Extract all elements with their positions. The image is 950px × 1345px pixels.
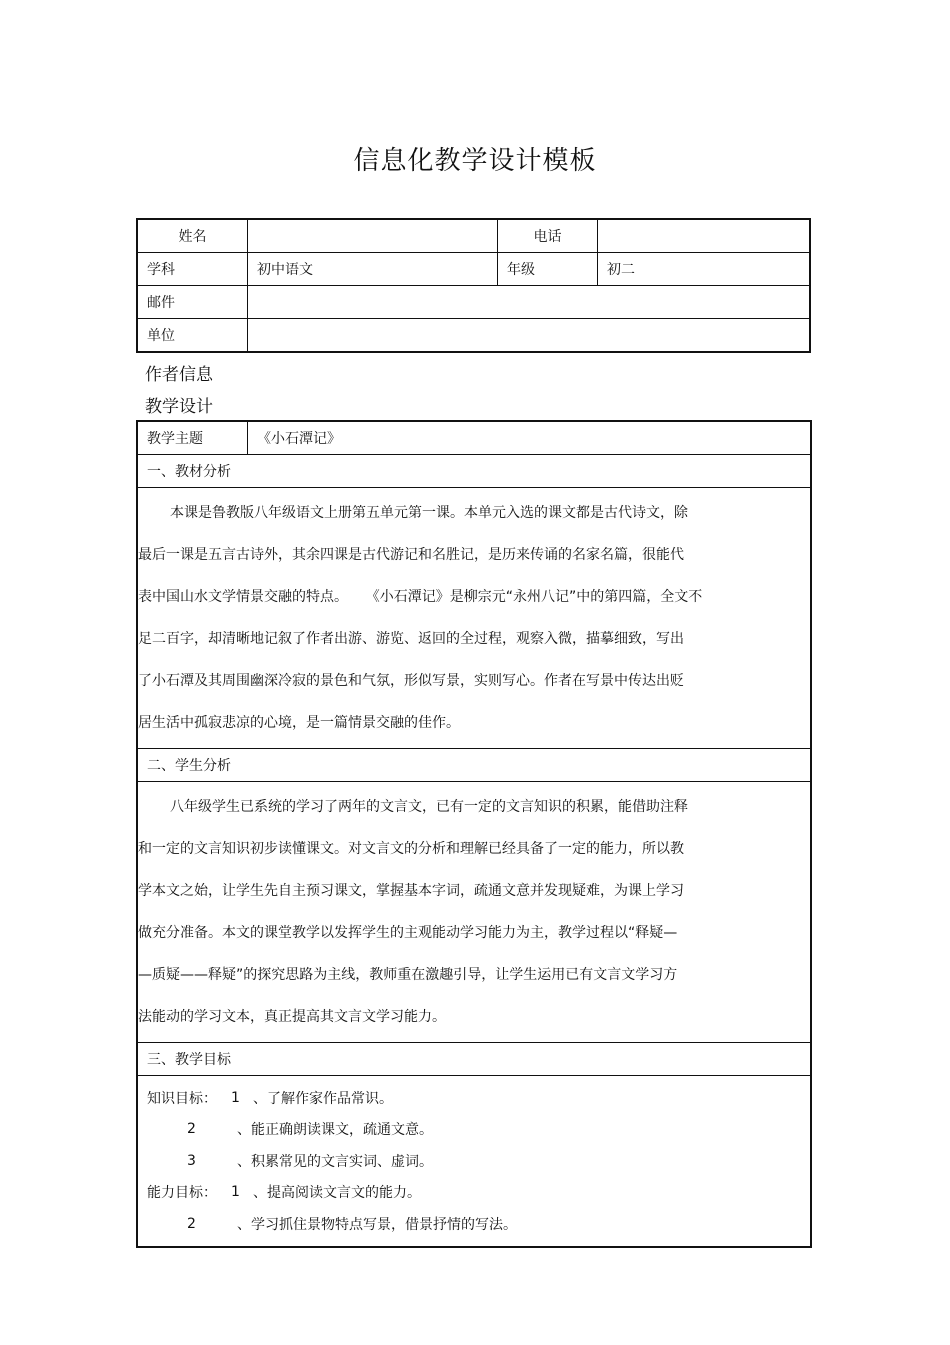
- name-label: 姓名: [137, 219, 248, 253]
- goal-number: 2: [187, 1121, 196, 1138]
- email-value: [248, 286, 811, 319]
- goal-item: [147, 1208, 810, 1240]
- section-header-textbook-analysis: 一、教材分析: [137, 455, 811, 488]
- topic-label: 教学主题: [137, 421, 248, 455]
- paragraph-line: 足二百字，却清晰地记叙了作者出游、游览、返回的全过程，观察入微，描摹细致，写出: [138, 631, 684, 647]
- teaching-goals-list: [137, 1076, 811, 1247]
- goal-text: 、了解作家作品常识。: [253, 1090, 393, 1107]
- student-analysis-text: [137, 782, 811, 1043]
- paragraph-line: 最后一课是五言古诗外，其余四课是古代游记和名胜记，是历来传诵的名家名篇，很能代: [138, 547, 684, 563]
- paragraph-line: 法能动的学习文本，真正提高其文言文学习能力。: [138, 1009, 446, 1025]
- goal-text: 、提高阅读文言文的能力。: [253, 1185, 421, 1202]
- ability-goal-label: 能力目标：: [147, 1185, 217, 1202]
- goal-text: 、能正确朗读课文，疏通文意。: [237, 1122, 433, 1139]
- name-value: [248, 219, 498, 253]
- paragraph-line: 了小石潭及其周围幽深冷寂的景色和气氛，形似写景，实则写心。作者在写景中传达出贬: [138, 673, 684, 689]
- unit-value: [248, 319, 811, 353]
- paragraph-line: 和一定的文言知识初步读懂课文。对文言文的分析和理解已经具备了一定的能力，所以教: [138, 841, 684, 857]
- goal-number: 2: [187, 1215, 196, 1232]
- goal-item: [147, 1145, 810, 1177]
- goal-item: [147, 1082, 810, 1114]
- topic-value: 《小石潭记》: [248, 421, 812, 455]
- paragraph-line: 八年级学生已系统的学习了两年的文言文，已有一定的文言知识的积累，能借助注释: [170, 799, 688, 815]
- teaching-design-heading: 教学设计: [145, 397, 213, 417]
- document-title: 信息化教学设计模板: [353, 146, 597, 176]
- teaching-design-table: [136, 420, 812, 1248]
- paragraph-line: 表中国山水文学情景交融的特点。 《小石潭记》是柳宗元“永州八记”中的第四篇，全文不: [138, 589, 703, 605]
- author-info-heading: 作者信息: [145, 365, 213, 385]
- goal-number: 1: [231, 1184, 240, 1201]
- phone-value: [598, 219, 811, 253]
- email-label: 邮件: [137, 286, 248, 319]
- author-info-table: [136, 218, 811, 353]
- subject-value: 初中语文: [248, 253, 498, 286]
- subject-label: 学科: [137, 253, 248, 286]
- paragraph-line: 学本文之始，让学生先自主预习课文，掌握基本字词，疏通文意并发现疑难，为课上学习: [138, 883, 684, 899]
- knowledge-goal-label: 知识目标：: [147, 1090, 217, 1107]
- unit-label: 单位: [137, 319, 248, 353]
- section-header-teaching-goals: 三、教学目标: [137, 1043, 811, 1076]
- paragraph-line: 居生活中孤寂悲凉的心境，是一篇情景交融的佳作。: [138, 715, 460, 731]
- phone-label: 电话: [498, 219, 598, 253]
- goal-number: 1: [231, 1089, 240, 1106]
- paragraph-line: —质疑——释疑”的探究思路为主线，教师重在激趣引导，让学生运用已有文言文学习方: [138, 967, 678, 983]
- textbook-analysis-text: [137, 488, 811, 749]
- goal-text: 、学习抓住景物特点写景，借景抒情的写法。: [237, 1216, 517, 1233]
- grade-label: 年级: [498, 253, 598, 286]
- paragraph-line: 本课是鲁教版八年级语文上册第五单元第一课。本单元入选的课文都是古代诗文，除: [170, 505, 688, 521]
- goal-item: [147, 1114, 810, 1146]
- section-header-student-analysis: 二、学生分析: [137, 749, 811, 782]
- goal-number: 3: [187, 1152, 196, 1169]
- goal-item: [147, 1177, 810, 1209]
- goal-text: 、积累常见的文言实词、虚词。: [237, 1153, 433, 1170]
- paragraph-line: 做充分准备。本文的课堂教学以发挥学生的主观能动学习能力为主，教学过程以“释疑—: [138, 925, 678, 941]
- grade-value: 初二: [598, 253, 811, 286]
